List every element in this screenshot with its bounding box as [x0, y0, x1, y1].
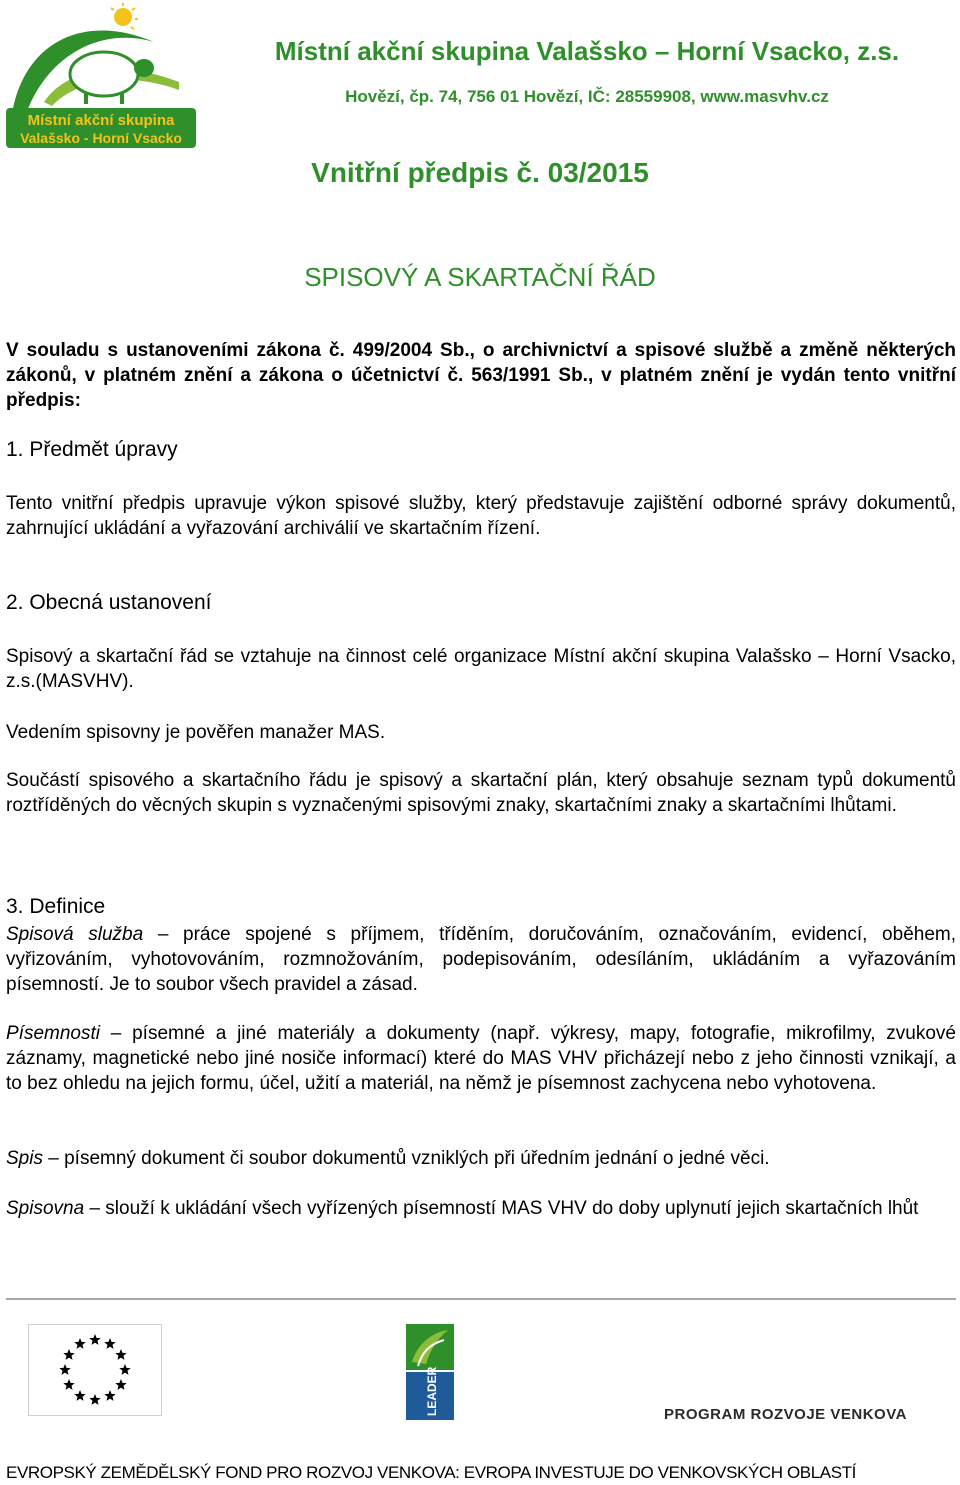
- definition-text: – písemné a jiné materiály a dokumenty (např. výkresy, mapy, fotografie, mikrofilmy, zvukové záznamy, magnetické nebo jiné nosiče informací) které do MAS VHV přicházejí nebo z jeho činnosti vznikají, a to bez ohledu na jejich formu, účel, užití a materiál, na němž je písemnost zachycena nebo vyhotovena.: [6, 1023, 956, 1094]
- definition-text: – práce spojené s příjmem, tříděním, doručováním, označováním, evidencí, oběhem, vyřizováním, vyhotovováním, rozmnožováním, podepisováním, odesíláním, ukládáním a vyřazováním písemností. Je to soubor všech pravidel a zásad.: [6, 924, 956, 995]
- footer-fund-text: EVROPSKÝ ZEMĚDĚLSKÝ FOND PRO ROZVOJ VENKOVA: EVROPA INVESTUJE DO VENKOVSKÝCH OBLASTÍ: [6, 1463, 856, 1482]
- organization-address: Hovězí, čp. 74, 756 01 Hovězí, IČ: 28559908, www.masvhv.cz: [345, 87, 829, 106]
- section-heading-2: 2. Obecná ustanovení: [6, 591, 212, 614]
- eu-flag-icon: [28, 1324, 162, 1416]
- section-2-paragraph-1: Spisový a skartační řád se vztahuje na činnost celé organizace Místní akční skupina Valašsko – Horní Vsacko, z.s.(MASVHV).: [6, 646, 956, 692]
- definition-item: [6, 1196, 956, 1221]
- definition-item: [6, 1021, 956, 1096]
- definition-item: [6, 1146, 956, 1171]
- logo-text-line2: Valašsko - Horní Vsacko: [20, 130, 182, 146]
- definition-item: [6, 922, 956, 997]
- sun-icon: [114, 8, 132, 26]
- definition-term: Písemnosti: [6, 1023, 100, 1044]
- section-2-paragraph-3: Součástí spisového a skartačního řádu je spisový a skartační plán, který obsahuje seznam typů dokumentů roztříděných do věcných skupin s vyznačenými spisovými znaky, skartačními znaky a skartačními lhůtami.: [6, 770, 956, 816]
- definition-text: – slouží k ukládání všech vyřízených písemností MAS VHV do doby uplynutí jejich skartačních lhůt: [84, 1198, 919, 1219]
- definition-text: – písemný dokument či soubor dokumentů vzniklých při úředním jednání o jedné věci.: [42, 1148, 770, 1169]
- mas-logo: [4, 2, 198, 152]
- logo-text-line1: Místní akční skupina: [27, 112, 175, 129]
- definition-term: Spis: [6, 1148, 43, 1169]
- leader-text: LEADER: [425, 1366, 439, 1416]
- program-rozvoje-venkova-text: PROGRAM ROZVOJE VENKOVA: [664, 1406, 907, 1423]
- section-1-paragraph: Tento vnitřní předpis upravuje výkon spisové služby, který představuje zajištění odborné správy dokumentů, zahrnující ukládání a vyřazování archiválií ve skartačním řízení.: [6, 493, 956, 539]
- definition-term: Spisovna: [6, 1198, 85, 1219]
- definition-term: Spisová služba: [6, 924, 144, 945]
- document-title: SPISOVÝ A SKARTAČNÍ ŘÁD: [304, 262, 656, 292]
- leader-logo: [404, 1322, 456, 1422]
- section-heading-1: 1. Předmět úpravy: [6, 438, 178, 461]
- section-heading-3: 3. Definice: [6, 895, 106, 918]
- section-2-paragraph-2: Vedením spisovny je pověřen manažer MAS.: [6, 722, 386, 743]
- organization-name: Místní akční skupina Valašsko – Horní Vsacko, z.s.: [274, 36, 900, 66]
- intro-paragraph: V souladu s ustanoveními zákona č. 499/2004 Sb., o archivnictví a spisové službě a změně některých zákonů, v platném znění a zákona o účetnictví č. 563/1991 Sb., v platném znění je vydán tento vnitřní předpis:: [6, 340, 956, 411]
- document-number: Vnitřní předpis č. 03/2015: [311, 157, 649, 188]
- footer-divider: [6, 1298, 956, 1300]
